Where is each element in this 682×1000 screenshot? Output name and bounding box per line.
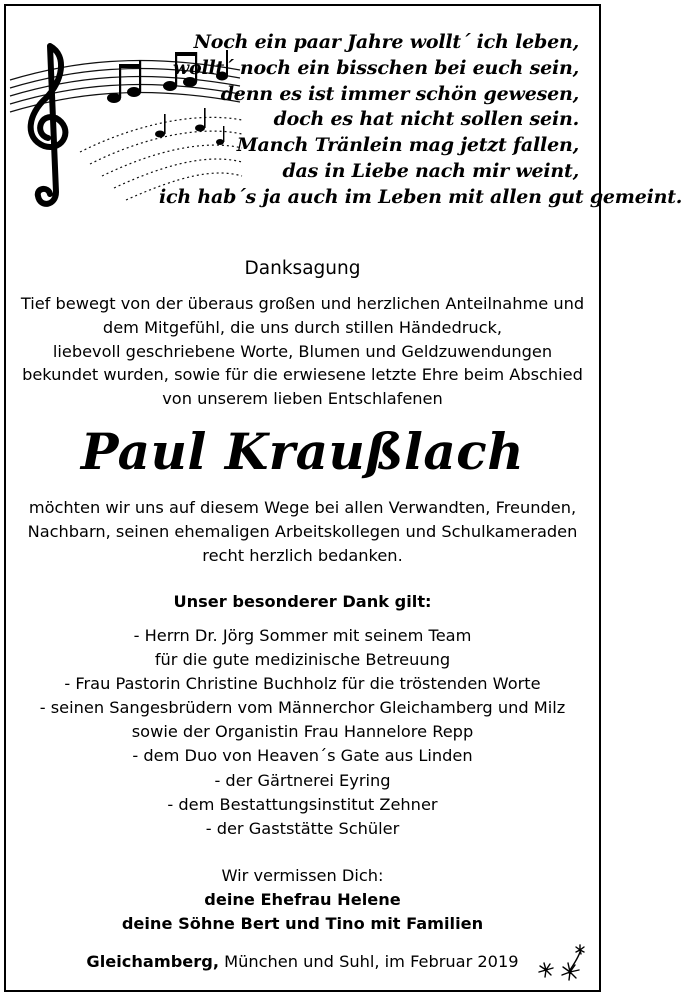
poem-line: denn es ist immer schön gewesen, — [220, 82, 579, 105]
flower-sprigs-icon — [536, 942, 596, 982]
special-thanks-heading: Unser besonderer Dank gilt: — [173, 592, 432, 611]
poem-line: das in Liebe nach mir weint, — [282, 159, 579, 182]
poem-line: doch es hat nicht sollen sein. — [273, 108, 579, 131]
intro-line: Tief bewegt von der überaus großen und herzlichen Anteilnahme und — [20, 294, 585, 313]
list-item: - dem Bestattungsinstitut Zehner — [167, 794, 438, 814]
mourners-block — [6, 864, 599, 935]
list-item: für die gute medizinische Betreuung — [154, 650, 451, 670]
list-item: - dem Duo von Heaven´s Gate aus Linden — [132, 746, 473, 766]
intro-line: liebevoll geschriebene Worte, Blumen und Geldzuwendungen — [52, 341, 553, 361]
list-item: sowie der Organistin Frau Hannelore Repp — [131, 722, 474, 742]
list-item: - der Gärtnerei Eyring — [214, 770, 391, 790]
poem-line: Noch ein paar Jahre wollt´ ich leben, — [193, 31, 579, 53]
intro-line: bekundet wurden, sowie für die erwiesene letzte Ehre beim Abschied — [22, 365, 583, 385]
footer-place: Gleichamberg, — [86, 952, 219, 971]
poem-line: wollt´ noch ein bisschen bei euch sein, — [172, 56, 579, 79]
poem-line: ich hab´s ja auch im Leben mit allen gut gemeint. — [159, 185, 682, 208]
obituary-frame — [4, 4, 682, 992]
intro-line: dem Mitgefühl, die uns durch stillen Händedruck, — [102, 317, 503, 337]
intro-line: von unserem lieben Entschlafenen — [162, 389, 443, 409]
thanks-line: Nachbarn, seinen ehemaligen Arbeitskollegen und Schulkameraden — [27, 521, 578, 541]
footer-date: München und Suhl, im Februar 2019 — [218, 952, 519, 971]
intro-paragraph — [6, 292, 599, 411]
place-date-line — [6, 952, 599, 971]
poem-line: Manch Tränlein mag jetzt fallen, — [236, 134, 579, 157]
list-item: - Frau Pastorin Christine Buchholz für die tröstenden Worte — [64, 674, 541, 694]
poem — [159, 30, 682, 211]
signer-line: deine Ehefrau Helene — [204, 889, 401, 909]
thanks-paragraph — [6, 496, 599, 567]
signer-line: deine Söhne Bert und Tino mit Familien — [121, 913, 484, 933]
list-item: - seinen Sangesbrüdern vom Männerchor Gleichamberg und Milz — [39, 698, 566, 718]
list-item: - Herrn Dr. Jörg Sommer mit seinem Team — [133, 626, 472, 645]
page-title: Danksagung — [244, 258, 361, 279]
special-thanks-list — [6, 624, 599, 841]
thanks-line: möchten wir uns auf diesem Wege bei allen Verwandten, Freunden, — [28, 498, 577, 517]
miss-intro: Wir vermissen Dich: — [221, 866, 384, 885]
deceased-name: Paul Kraußlach — [80, 422, 525, 481]
thanks-line: recht herzlich bedanken. — [202, 545, 403, 565]
list-item: - der Gaststätte Schüler — [205, 818, 400, 838]
